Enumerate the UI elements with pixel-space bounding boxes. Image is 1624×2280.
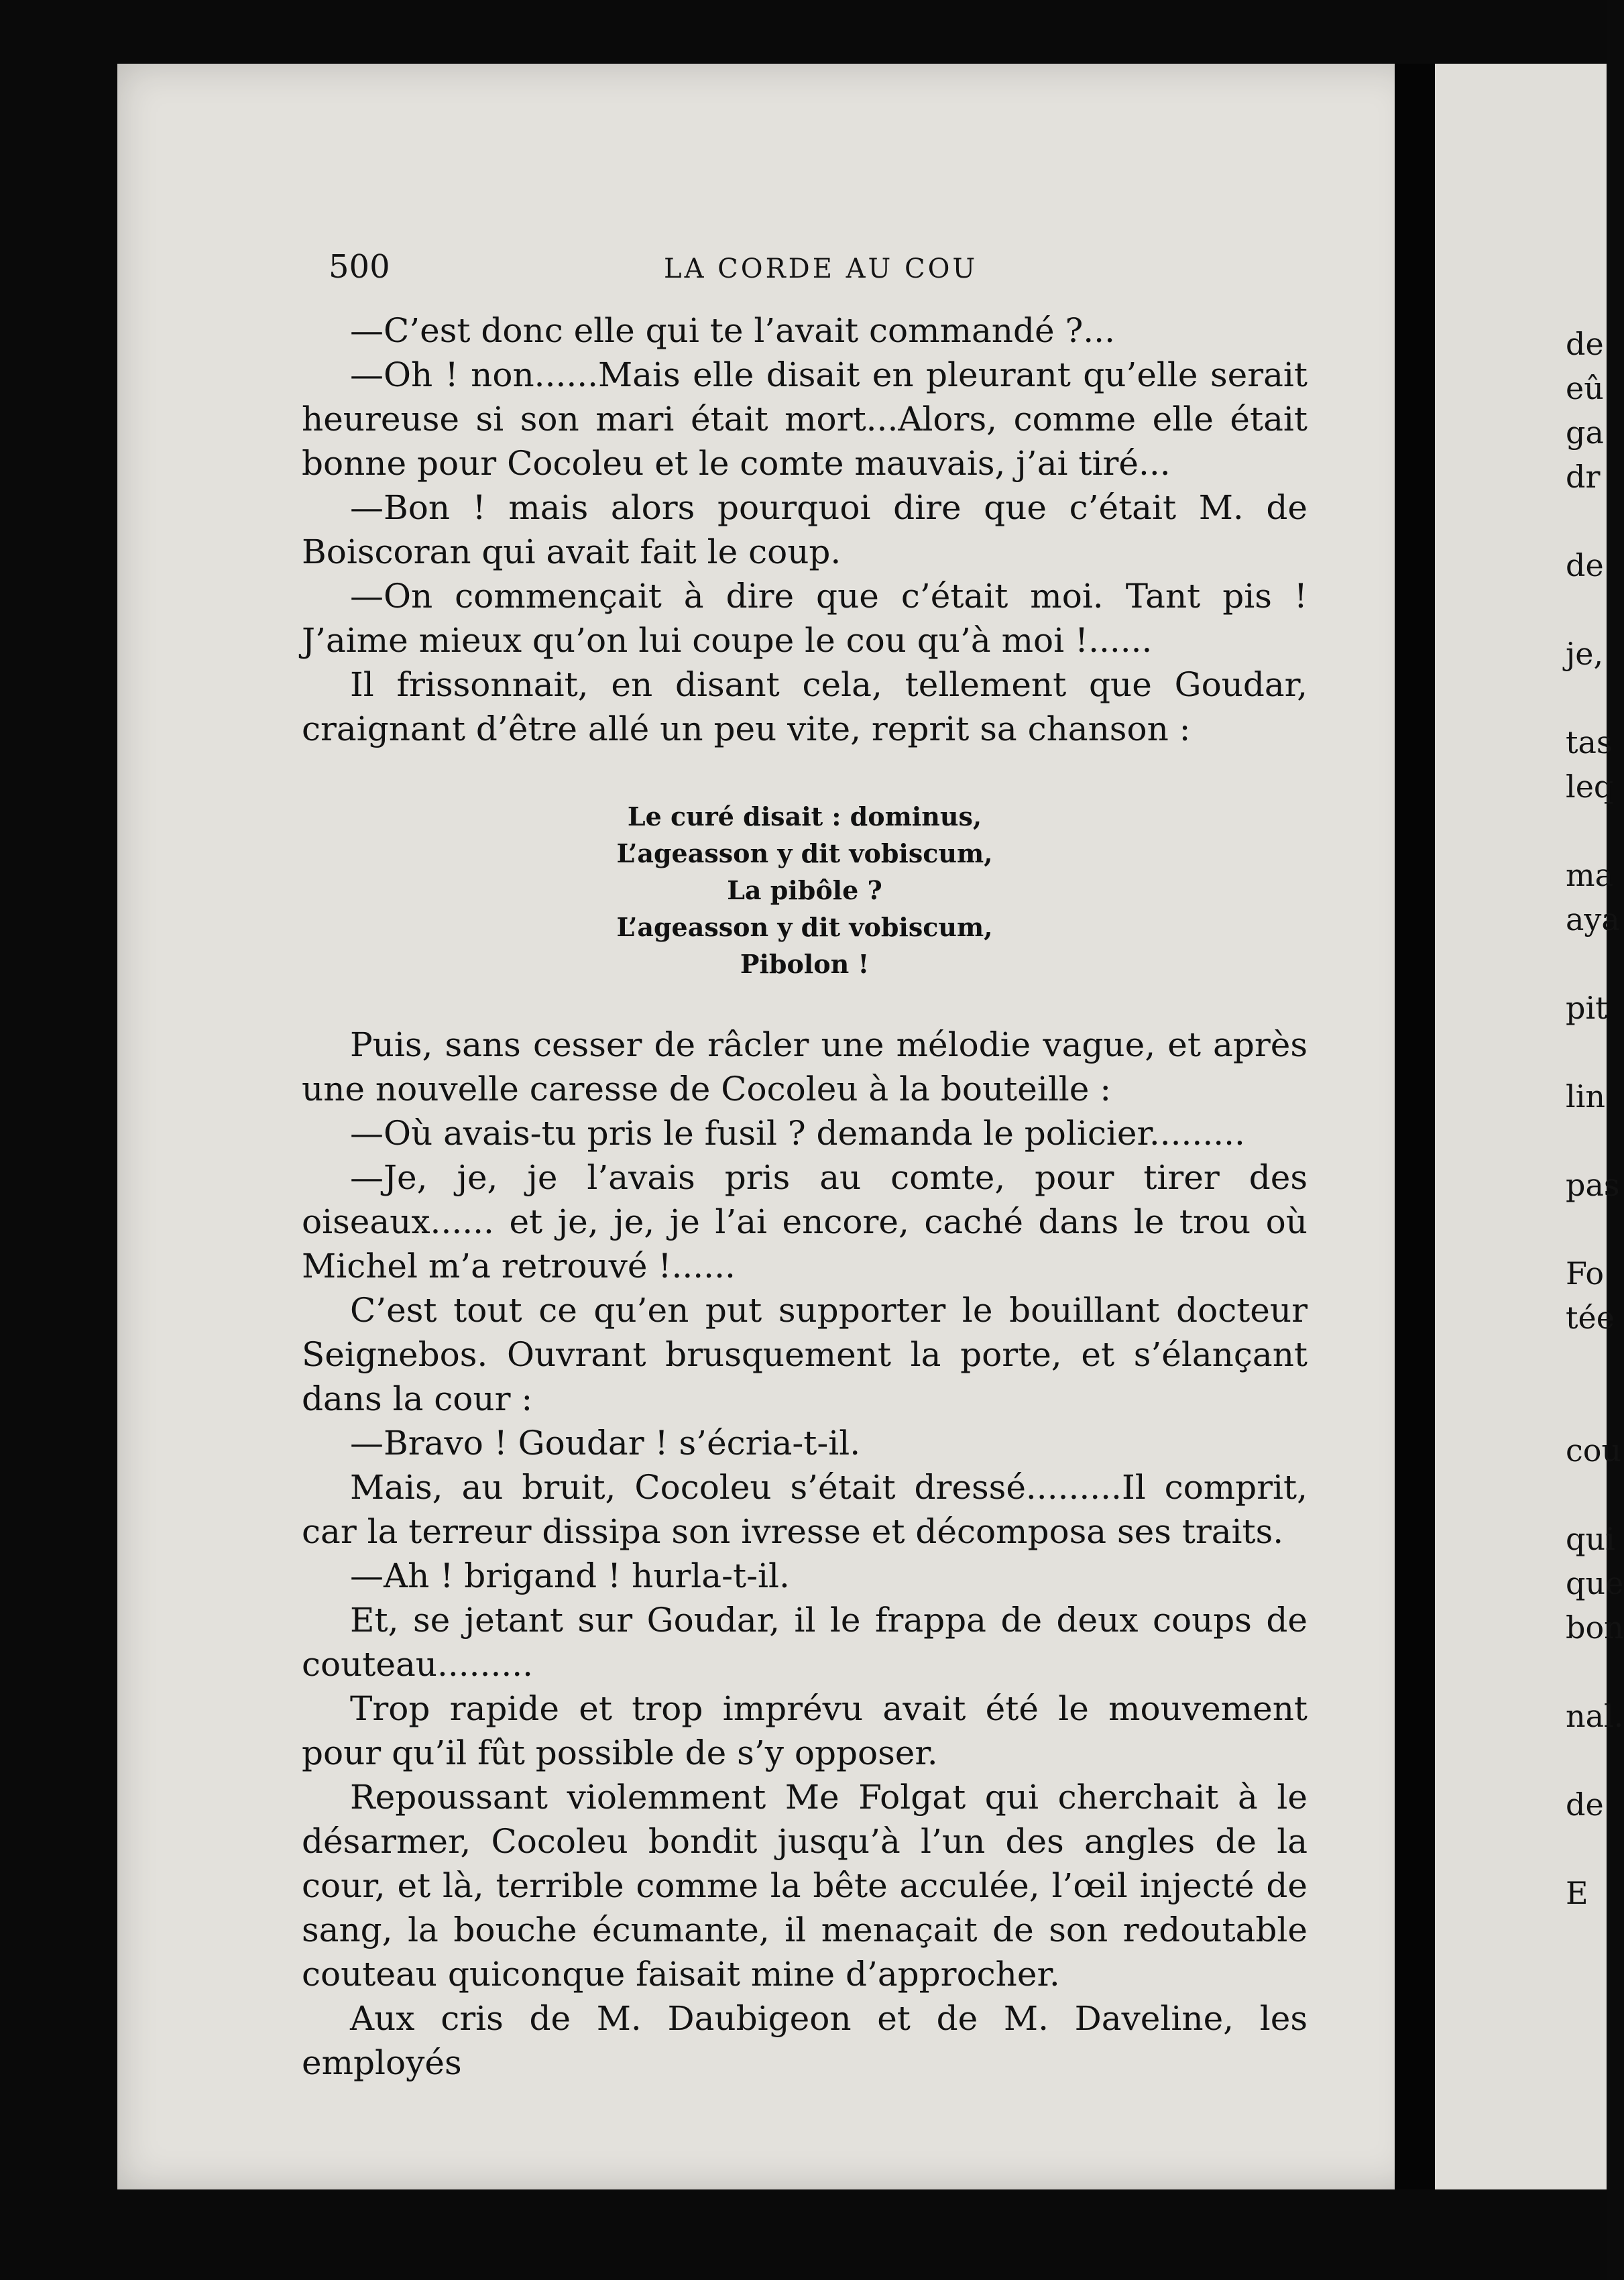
next-page-fragment: pit [1566, 990, 1608, 1026]
next-page-fragment: qui [1566, 1521, 1615, 1557]
next-page-fragment [1566, 1119, 1613, 1163]
next-page-fragment [1566, 1473, 1613, 1517]
next-page-fragment [1566, 587, 1613, 632]
page-number: 500 [329, 248, 390, 286]
paragraph: —Je, je, je l’avais pris au comte, pour tirer des oiseaux...... et je, je, je l’ai encore, caché dans le trou où Michel m’a retrouvé !...... [302, 1158, 1308, 1286]
book-gutter [1395, 64, 1435, 2189]
next-page-fragment: bon [1566, 1609, 1624, 1646]
next-page-fragment: pas [1566, 1167, 1620, 1203]
next-page-fragment: eû [1566, 370, 1604, 406]
next-page-fragment: de [1566, 1786, 1604, 1823]
next-page-fragment [1566, 1340, 1613, 1384]
paragraph: Trop rapide et trop imprévu avait été le mouvement pour qu’il fût possible de s’y opposer. [302, 1689, 1308, 1772]
next-page-fragment: aya [1566, 901, 1620, 937]
next-page-fragment: lin [1566, 1078, 1606, 1115]
paragraph: —On commençait à dire que c’était moi. Tant pis ! J’aime mieux qu’on lui coupe le cou qu’à moi !...... [302, 577, 1308, 660]
next-page-fragment [1566, 1738, 1613, 1782]
next-page-text-fragments [1566, 322, 1624, 1915]
next-page-fragment [1566, 942, 1613, 986]
next-page-fragment: que [1566, 1565, 1624, 1601]
paragraph: Aux cris de M. Daubigeon et de M. Daveline, les employés [302, 1999, 1308, 2082]
next-page-fragment [1566, 676, 1613, 720]
paragraph: —C’est donc elle qui te l’avait commandé ?... [350, 311, 1115, 350]
next-page-fragment: de [1566, 547, 1604, 583]
next-page-fragment [1566, 1030, 1613, 1074]
song-verse [302, 798, 1308, 982]
paragraph: —Bravo ! Goudar ! s’écria-t-il. [350, 1424, 861, 1463]
next-page-fragment [1566, 809, 1613, 853]
running-head: LA CORDE AU COU [664, 253, 978, 284]
paragraph: Mais, au bruit, Cocoleu s’était dressé.........Il comprit, car la terreur dissipa son ivresse et décomposa ses traits. [302, 1468, 1308, 1551]
next-page-fragment: tas [1566, 724, 1613, 760]
next-page-fragment [1566, 499, 1613, 543]
paragraph: —Ah ! brigand ! hurla-t-il. [350, 1556, 790, 1595]
paragraph: Et, se jetant sur Goudar, il le frappa de deux coups de couteau......... [302, 1601, 1308, 1684]
next-page-fragment [1566, 1827, 1613, 1871]
next-page-fragment: dr [1566, 459, 1601, 495]
next-page-fragment: de [1566, 326, 1604, 362]
paragraph: —Où avais-tu pris le fusil ? demanda le policier......... [350, 1114, 1245, 1153]
next-page-fragment: cou [1566, 1432, 1622, 1469]
paragraph: Il frissonnait, en disant cela, tellement que Goudar, craignant d’être allé un peu vite, reprit sa chanson : [302, 665, 1308, 748]
next-page-fragment: ma [1566, 857, 1614, 893]
page-header [329, 248, 1308, 295]
paragraph: Repoussant violemment Me Folgat qui cherchait à le désarmer, Cocoleu bondit jusqu’à l’un des angles de la cour, et là, terrible comme la bête acculée, l’œil injecté de sang, la bouche écumante, il menaçait de son redoutable couteau quiconque faisait mine d’approcher. [302, 1778, 1308, 1994]
next-page-fragment: leq [1566, 768, 1614, 805]
next-page-fragment: ga [1566, 414, 1604, 451]
next-page-fragment: nal. [1566, 1698, 1624, 1734]
next-page-fragment: E [1566, 1875, 1588, 1911]
next-page-fragment [1566, 1650, 1613, 1694]
next-page-fragment: tée [1566, 1300, 1615, 1336]
paragraph: —Bon ! mais alors pourquoi dire que c’était M. de Boiscoran qui avait fait le coup. [302, 488, 1308, 571]
song-line: Le curé disait : dominus, [627, 801, 982, 832]
song-line: L’ageasson y dit vobiscum, [616, 838, 993, 868]
next-page-fragment: Fo [1566, 1255, 1605, 1292]
song-line: L’ageasson y dit vobiscum, [616, 912, 993, 942]
next-page-fragment [1566, 1384, 1613, 1428]
page-body [302, 308, 1308, 2085]
song-line: Pibolon ! [740, 949, 870, 979]
song-line: La pibôle ? [727, 875, 882, 905]
paragraph: Puis, sans cesser de râcler une mélodie vague, et après une nouvelle caresse de Cocoleu à la bouteille : [302, 1025, 1308, 1108]
paragraph: —Oh ! non......Mais elle disait en pleurant qu’elle serait heureuse si son mari était mort...Alors, comme elle était bonne pour Cocoleu et le comte mauvais, j’ai tiré... [302, 355, 1308, 483]
next-page-fragment: je, [1566, 636, 1604, 672]
paragraph: C’est tout ce qu’en put supporter le bouillant docteur Seignebos. Ouvrant brusquement la porte, et s’élançant dans la cour : [302, 1291, 1308, 1418]
next-page-fragment [1566, 1207, 1613, 1251]
